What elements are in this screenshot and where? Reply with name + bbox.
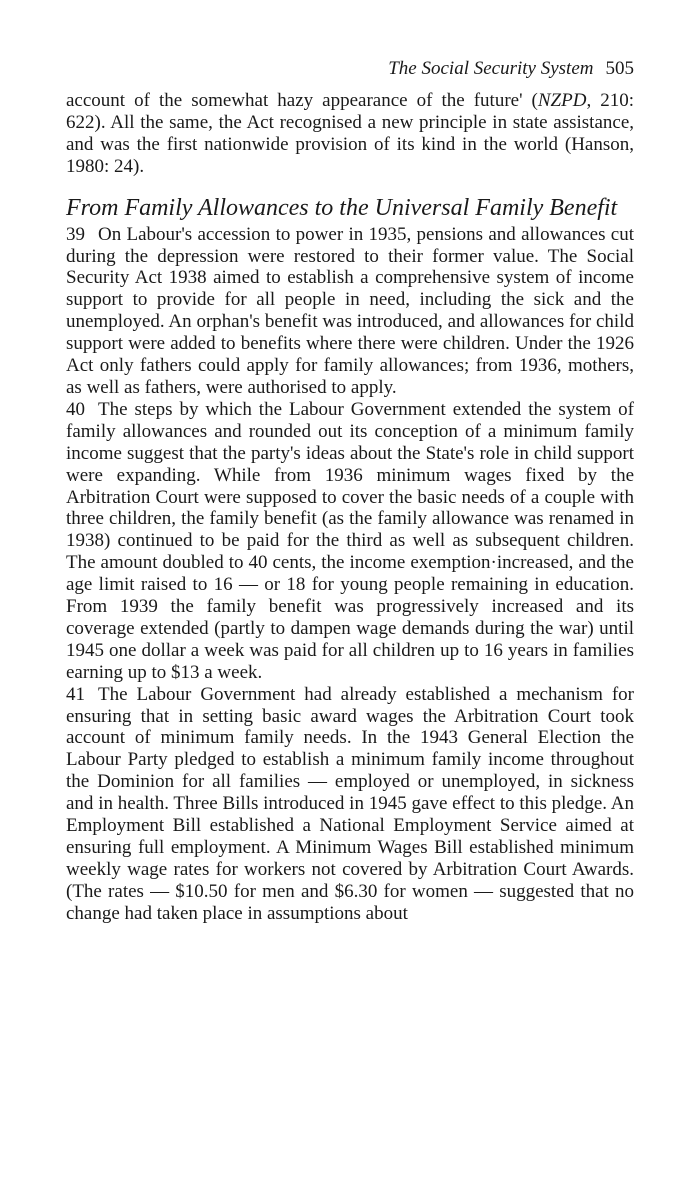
- continued-paragraph: [66, 90, 634, 178]
- page-number: 505: [605, 58, 634, 79]
- running-head: [66, 56, 634, 82]
- paragraph-text: On Labour's accession to power in 1935, pensions and allowances cut during the depression were restored to their former value. The Social Security Act 1938 aimed to establish a comprehensive system of income support to provide for all people in need, including the sick and the unemployed. An orphan's benefit was introduced, and allowances for child support were added to benefits where there were children. Under the 1926 Act only fathers could apply for family allowances; from 1936, mothers, as well as fathers, were authorised to apply.: [66, 223, 634, 398]
- paragraph-number: 39: [66, 223, 85, 245]
- paragraph-number: 41: [66, 683, 85, 705]
- paragraph-number: 40: [66, 398, 85, 420]
- continued-text-part1: account of the somewhat hazy appearance of the future' (: [66, 90, 538, 111]
- book-page: [66, 56, 634, 925]
- paragraph-text: The Labour Government had already established a mechanism for ensuring that in setting basic award wages the Arbitration Court took account of minimum family needs. In the 1943 General Election the Labour Party pledged to establish a minimum family income throughout the Dominion for all families — employed or unemployed, in sickness and in health. Three Bills introduced in 1945 gave effect to this pledge. An Employment Bill established a National Employment Service aimed at ensuring full employment. A Minimum Wages Bill established minimum weekly wage rates for workers not covered by Arbitration Court Awards. (The rates — $10.50 for men and $6.30 for women — suggested that no change had taken place in assumptions about: [66, 683, 634, 924]
- section-heading: From Family Allowances to the Universal Family Benefit: [66, 194, 618, 221]
- paragraph-40: [66, 399, 634, 684]
- paragraph-41: [66, 684, 634, 925]
- paragraph-39: [66, 224, 634, 399]
- continued-text-part2: , 210: 622). All the same, the Act recognised a new principle in state assistance, and was the first nationwide provision of its kind in the world (Hanson, 1980: 24).: [66, 90, 634, 177]
- paragraph-text: The steps by which the Labour Government extended the system of family allowances and rounded out its conception of a minimum family income suggest that the party's ideas about the State's role in child support were expanding. While from 1936 minimum wages fixed by the Arbitration Court were supposed to cover the basic needs of a couple with three children, the family benefit (as the family allowance was renamed in 1938) continued to be paid for the third as well as subsequent children. The amount doubled to 40 cents, the income exemption·increased, and the age limit raised to 16 — or 18 for young people remaining in education. From 1939 the family benefit was progressively increased and its coverage extended (partly to dampen wage demands during the war) until 1945 one dollar a week was paid for all children up to 16 years in families earning up to $13 a week.: [66, 398, 634, 683]
- citation-italic: NZPD: [537, 90, 587, 111]
- running-head-title: The Social Security System: [388, 58, 594, 79]
- body-text: [66, 90, 634, 925]
